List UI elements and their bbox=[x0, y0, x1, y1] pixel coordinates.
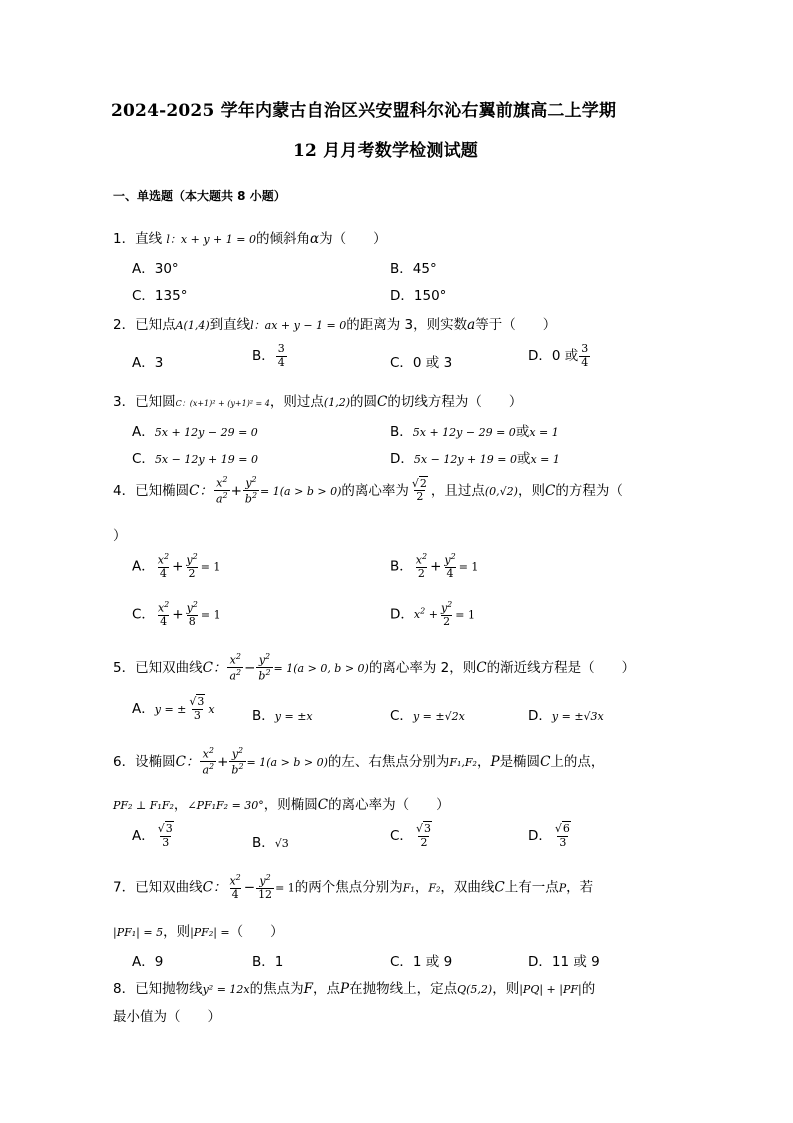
q7-option-d[interactable]: D．11 或 9 bbox=[528, 954, 600, 970]
q7-option-c[interactable]: C．1 或 9 bbox=[390, 954, 453, 970]
q2-option-c[interactable]: C．0 或 3 bbox=[390, 355, 453, 371]
question-2: 2．已知点A(1,4)到直线l：ax + y − 1 = 0的距离为 3，则实数a等于（ ） bbox=[113, 317, 557, 333]
q6-option-d[interactable]: D． $\frac{√6}{3}$ bbox=[528, 822, 570, 849]
title-line-2: 12 月月考数学检测试题 bbox=[293, 141, 478, 161]
question-6: 6．设椭圆C： $\frac{x^2}{a^2}$ + $\frac{y^2}{b^2}$ = 1(a > b > 0)的左、右焦点分别为F₁,F₂，P是椭圆C上的点， bbox=[113, 746, 605, 777]
q1-option-a[interactable]: A．30° bbox=[132, 261, 179, 277]
q2-option-d[interactable]: D．0 或 $\frac{3}{4}$ bbox=[528, 342, 589, 369]
question-4-line-2: ） bbox=[113, 528, 127, 544]
q6-option-a[interactable]: A． $\frac{√3}{3}$ bbox=[132, 822, 173, 849]
q6-option-b[interactable]: B．√3 bbox=[252, 835, 289, 851]
q3-option-d[interactable]: D．5x − 12y + 19 = 0或x = 1 bbox=[390, 451, 560, 467]
question-4: 4．已知椭圆C： $\frac{x^2}{a^2}$ + $\frac{y^2}{b^2}$ = 1(a > b > 0)的离心率为 $\frac{√2}{2}$ ，且过点(0,√2)，则C的方程为（ bbox=[113, 475, 623, 506]
question-7: 7．已知双曲线C： $\frac{x^2}{4}$ − $\frac{y^2}{12}$ = 1的两个焦点分别为F₁，F₂，双曲线C上有一点P，若 bbox=[113, 873, 594, 902]
q7-option-b[interactable]: B．1 bbox=[252, 954, 284, 970]
q4-option-d[interactable]: D．$x^2$ + $\frac{y^2}{2}$ = 1 bbox=[390, 600, 475, 629]
q1-option-c[interactable]: C．135° bbox=[132, 288, 188, 304]
title-line-1: 2024-2025 学年内蒙古自治区兴安盟科尔沁右翼前旗高二上学期 bbox=[111, 101, 617, 121]
section-header: 一、单选题（本大题共 8 小题） bbox=[113, 189, 286, 203]
q4-option-c[interactable]: C． $\frac{x^2}{4}$ + $\frac{y^2}{8}$ = 1 bbox=[132, 600, 221, 629]
q5-option-c[interactable]: C．y = ±√2x bbox=[390, 708, 465, 724]
question-3: 3．已知圆C：(x+1)² + (y+1)² = 4，则过点(1,2)的圆C的切线方程为（ ） bbox=[113, 394, 523, 410]
q3-option-b[interactable]: B．5x + 12y − 29 = 0或x = 1 bbox=[390, 424, 559, 440]
q5-option-d[interactable]: D．y = ±√3x bbox=[528, 708, 604, 724]
q3-option-a[interactable]: A．5x + 12y − 29 = 0 bbox=[132, 424, 258, 440]
question-6-line-2: PF₂ ⊥ F₁F₂，∠PF₁F₂ = 30°，则椭圆C的离心率为（ ） bbox=[113, 797, 450, 813]
question-8: 8．已知抛物线y² = 12x的焦点为F，点P在抛物线上，定点Q(5,2)，则|PQ| + |PF|的 bbox=[113, 981, 596, 997]
q7-option-a[interactable]: A．9 bbox=[132, 954, 164, 970]
q2-option-a[interactable]: A．3 bbox=[132, 355, 164, 371]
question-8-line-2: 最小值为（ ） bbox=[113, 1009, 221, 1025]
question-1: 1．直线 l：x + y + 1 = 0的倾斜角α为（ ） bbox=[113, 231, 387, 247]
q2-option-b[interactable]: B． $\frac{3}{4}$ bbox=[252, 342, 285, 369]
question-5: 5．已知双曲线C： $\frac{x^2}{a^2}$ − $\frac{y^2}{b^2}$ = 1(a > 0, b > 0)的离心率为 2，则C的渐近线方程是（ ） bbox=[113, 652, 636, 683]
q5-option-b[interactable]: B．y = ±x bbox=[252, 708, 313, 724]
q6-option-c[interactable]: C． $\frac{√3}{2}$ bbox=[390, 822, 431, 849]
question-7-line-2: |PF₁| = 5，则|PF₂| =（ ） bbox=[113, 924, 284, 940]
q4-option-a[interactable]: A． $\frac{x^2}{4}$ + $\frac{y^2}{2}$ = 1 bbox=[132, 552, 221, 581]
q1-option-b[interactable]: B．45° bbox=[390, 261, 437, 277]
q3-option-c[interactable]: C．5x − 12y + 19 = 0 bbox=[132, 451, 258, 467]
q5-option-a[interactable]: A．y = ± $\frac{√3}{3}$ x bbox=[132, 695, 215, 722]
q4-option-b[interactable]: B． $\frac{x^2}{2}$ + $\frac{y^2}{4}$ = 1 bbox=[390, 552, 479, 581]
q1-option-d[interactable]: D．150° bbox=[390, 288, 447, 304]
